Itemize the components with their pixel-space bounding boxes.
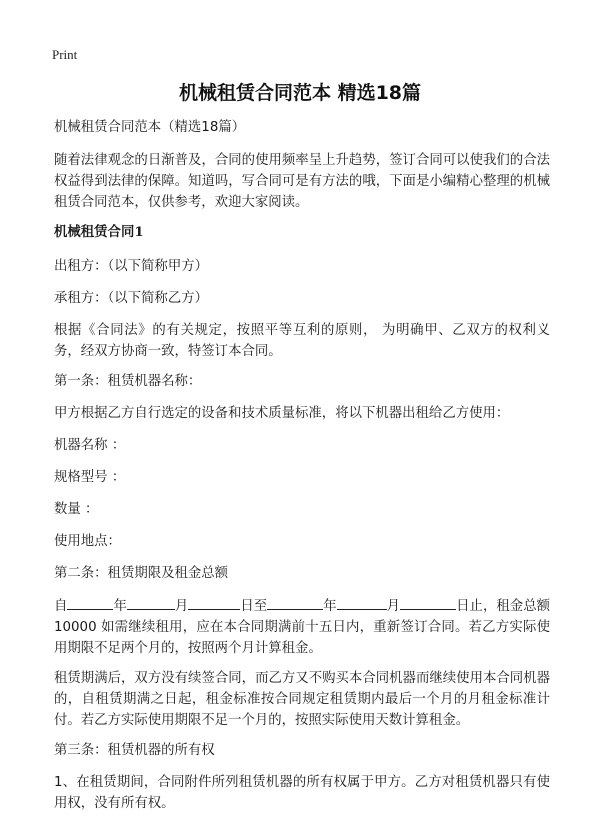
article3-item1: 1、在租赁期间，合同附件所列租赁机器的所有权属于甲方。乙方对租赁机器只有使用权，没有所有权。	[54, 775, 550, 811]
basis-paragraph: 根据《合同法》的有关规定，按照平等互利的原则， 为明确甲、乙双方的权利义务，经双方协商一致，特签订本合同。	[54, 323, 550, 359]
lessee-line: 承租方：（以下简称乙方）	[54, 291, 208, 306]
field-machine-name: 机器名称 ：	[54, 438, 126, 453]
print-label: Print	[52, 47, 78, 62]
blank-start-year	[67, 595, 113, 610]
document-body	[54, 117, 550, 823]
document-title: 机械租赁合同范本 精选18篇	[178, 82, 422, 104]
lease-period-paragraph	[54, 595, 550, 659]
blank-start-month	[127, 595, 175, 610]
field-model: 规格型号 ：	[54, 470, 126, 485]
intro-paragraph: 随着法律观念的日渐普及，合同的使用频率呈上升趋势，签订合同可以使我们的合法权益得到法律的保障。知道吗，写合同可是有方法的哦，下面是小编精心整理的机械租赁合同范本，仅供参考，欢迎大家阅读。	[54, 153, 550, 210]
article1-body: 甲方根据乙方自行选定的设备和技术质量标准，将以下机器出租给乙方使用：	[54, 406, 510, 421]
period-year-text: 年	[113, 599, 127, 614]
period-day-text: 日至	[240, 599, 268, 614]
field-quantity: 数量 ：	[54, 502, 99, 517]
period-month-text: 月	[174, 599, 189, 614]
expiry-paragraph: 租赁期满后，双方没有续签合同，而乙方又不购买本合同机器而继续使用本合同机器的，自租赁期满之日起，租金标准按合同规定租赁期内最后一个月的月租金标准计付。若乙方实际使用期限不足一个月的，按照实际使用天数计算租金。	[54, 671, 550, 728]
period-month2-text: 月	[386, 599, 401, 614]
blank-end-month	[337, 595, 387, 610]
period-end-text: 日止，租金总额 10000 如需继续租用，应在本合同期满前十五日内，重新签订合同。若乙方实际使用期限不足两个月的，按照两个月计算租金。	[54, 599, 551, 656]
article1-title: 第一条：租赁机器名称：	[54, 374, 202, 389]
blank-end-day	[400, 595, 456, 610]
field-location: 使用地点：	[54, 534, 121, 549]
lessor-line: 出租方：（以下简称甲方）	[54, 259, 208, 274]
period-year2-text: 年	[323, 599, 337, 614]
period-start-text: 自	[54, 599, 68, 614]
document-subtitle: 机械租赁合同范本（精选18篇）	[54, 120, 246, 135]
blank-start-day	[188, 595, 240, 610]
article2-title: 第二条：租赁期限及租金总额	[54, 566, 229, 581]
article3-title: 第三条：租赁机器的所有权	[54, 743, 215, 758]
contract-heading: 机械租赁合同1	[54, 224, 144, 240]
blank-end-year	[267, 595, 323, 610]
